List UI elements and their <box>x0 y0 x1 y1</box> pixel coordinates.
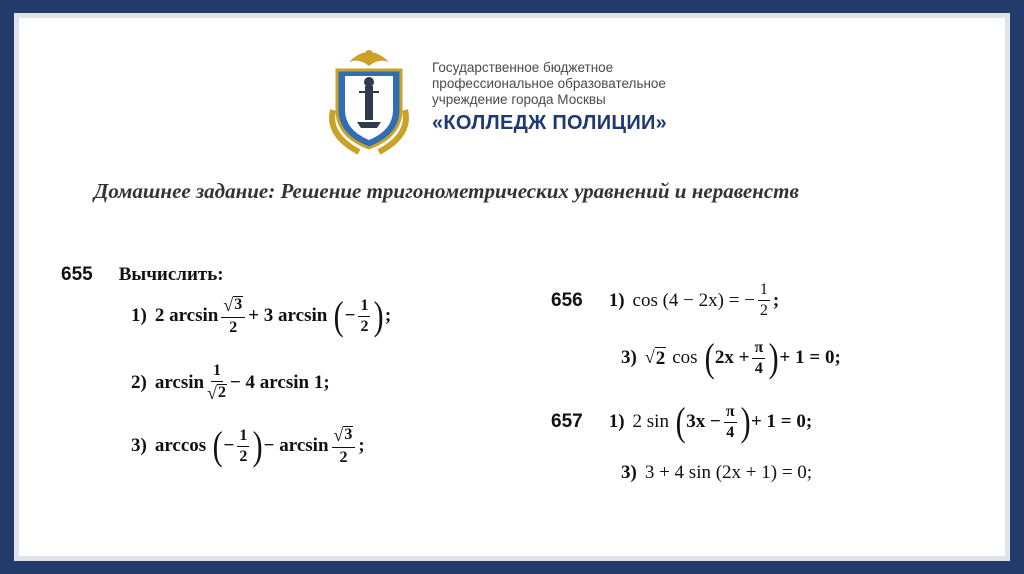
expr-part: + 1 = 0; <box>750 411 813 432</box>
organization-block <box>432 60 667 135</box>
problem-656-item-3: 3) √ 2 cos ( 2x + $\frac{\pi}{4}$ ) + 1 = 0; <box>621 335 841 380</box>
denominator: 4 <box>754 359 763 377</box>
expr-part: 3x − <box>686 411 721 432</box>
problem-657-item-3 <box>621 462 812 484</box>
expr-part: arcsin <box>154 372 205 393</box>
homework-title: Домашнее задание: Решение тригонометрических уравнений и неравенств <box>94 179 799 203</box>
fraction <box>752 340 765 377</box>
problem-657-item-1: 657 1) 2 sin ( 3x − $\frac{\pi}{4}$ ) + 1 = 0; <box>551 399 813 444</box>
org-line-2: профессиональное образовательное <box>432 76 666 91</box>
org-line-3: учреждение города Москвы <box>432 92 606 107</box>
expr-part: − arcsin <box>263 435 329 456</box>
expr-end: ; <box>772 289 780 311</box>
expr-part: cos (4 − 2x) = − <box>632 289 755 311</box>
problem-number-656: 656 <box>551 289 583 311</box>
item-label: 3) <box>621 347 637 368</box>
radicand: 2 <box>217 384 226 401</box>
problem-655-item-2 <box>131 363 330 403</box>
numerator: 1 <box>211 363 223 382</box>
expr-part: + 1 = 0; <box>779 347 841 368</box>
denominator: 4 <box>726 423 735 441</box>
numerator: 1 <box>758 282 770 301</box>
numerator: π <box>752 340 765 359</box>
problem-655-item-3: 3) arccos ( − $\frac{1}{2}$ ) − arcsin √ 3 2 ; <box>131 423 365 468</box>
radicand: 3 <box>344 426 353 443</box>
fraction <box>758 282 770 319</box>
fraction: 1 √ 2 <box>207 362 226 403</box>
numerator: 1 <box>358 298 370 317</box>
problem-655-heading: Вычислить: <box>118 264 224 285</box>
fraction: √ 3 2 <box>221 296 245 336</box>
denominator: 2 <box>229 319 238 336</box>
numerator: π <box>724 404 737 423</box>
radicand: 3 <box>234 296 243 313</box>
slide-content <box>14 13 1010 561</box>
item-label: 3) <box>131 435 147 456</box>
item-label: 3) <box>621 462 637 483</box>
expr-part: + 3 arcsin <box>248 305 328 326</box>
college-name: «КОЛЛЕДЖ ПОЛИЦИИ» <box>432 112 668 134</box>
problem-number-657: 657 <box>551 411 583 432</box>
denominator: 2 <box>759 302 768 319</box>
expr-end: ; <box>358 435 365 456</box>
denominator: 2 <box>360 317 369 335</box>
expr-part: 3 + 4 sin (2x + 1) = 0; <box>644 462 813 483</box>
numerator: 1 <box>237 428 249 447</box>
item-label: 1) <box>608 411 625 432</box>
problem-656-item-1 <box>551 282 779 319</box>
item-label: 1) <box>608 289 625 311</box>
expr-part: cos <box>672 347 698 368</box>
expr-part: − 4 arcsin 1; <box>229 372 330 393</box>
radicand: 2 <box>655 347 666 369</box>
expr-part: arccos <box>154 435 207 456</box>
problem-655-header <box>61 264 224 286</box>
item-label: 1) <box>131 305 147 326</box>
problem-655-item-1: 1) 2 arcsin √ 3 2 + 3 arcsin ( − $\frac{1}{2}$ ) ; <box>131 293 392 338</box>
fraction <box>237 428 249 465</box>
expr-part: 2 arcsin <box>154 305 219 326</box>
expr-part: 2 sin <box>632 411 669 432</box>
org-line-1: Государственное бюджетное <box>432 60 614 75</box>
expr-end: ; <box>384 305 392 326</box>
fraction <box>724 404 737 441</box>
denominator: 2 <box>339 449 348 466</box>
denominator: 2 <box>239 447 248 465</box>
police-college-emblem <box>319 40 419 160</box>
item-label: 2) <box>131 372 147 393</box>
fraction <box>358 298 370 335</box>
problem-number-655: 655 <box>61 264 93 285</box>
expr-part: 2x + <box>714 347 750 368</box>
fraction: √ 3 2 <box>332 426 356 466</box>
